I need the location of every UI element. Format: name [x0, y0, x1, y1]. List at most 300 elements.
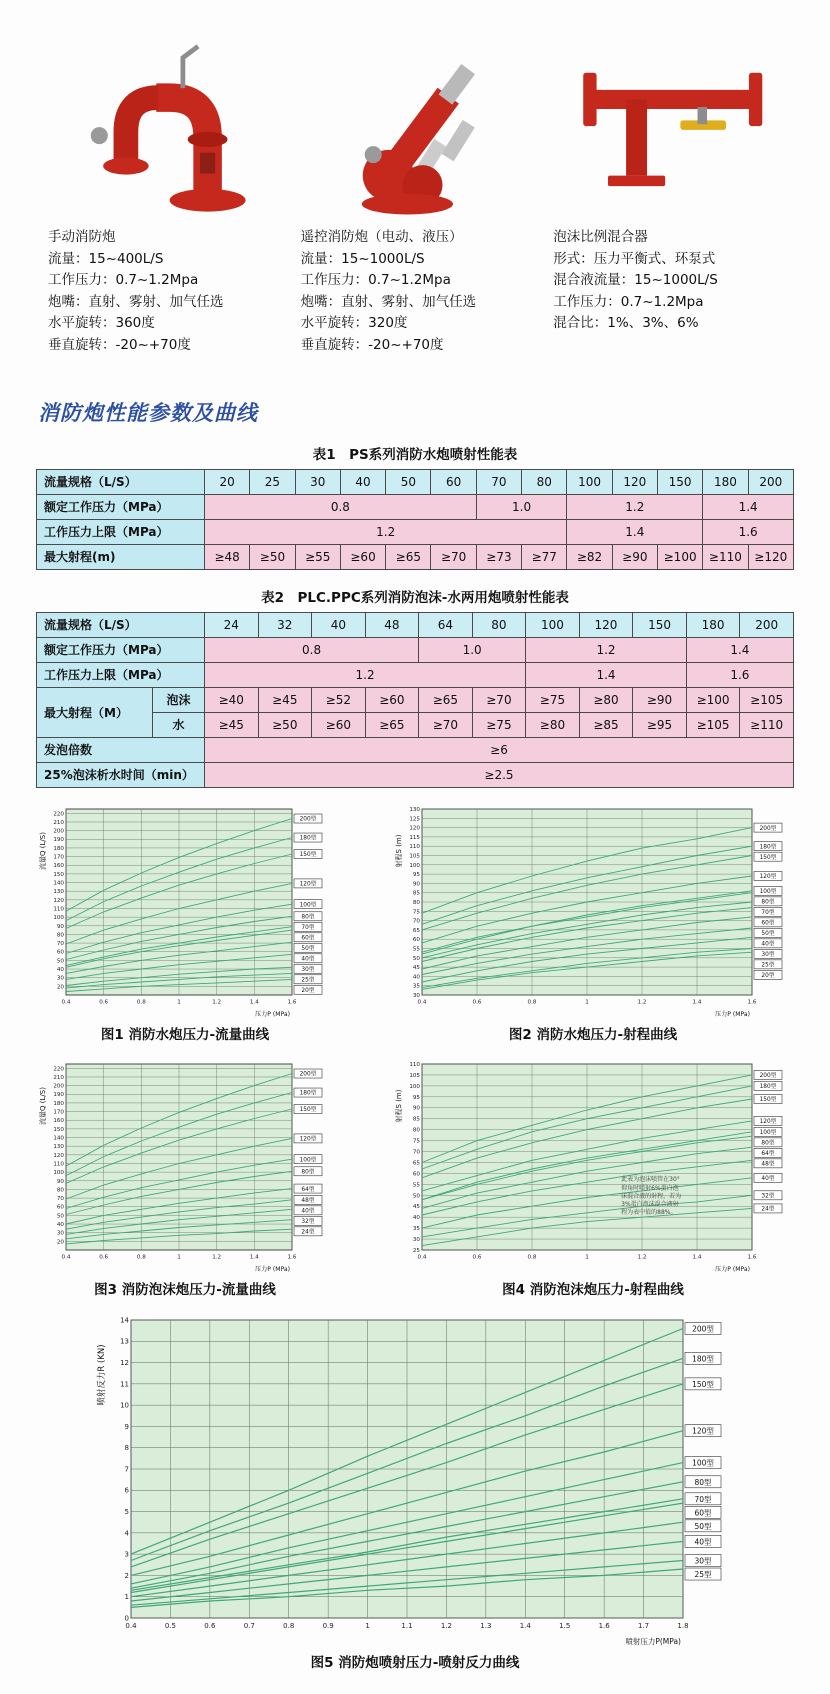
svg-text:1.6: 1.6 [287, 999, 297, 1006]
figure-2-chart [392, 802, 794, 1020]
svg-text:0.8: 0.8 [283, 1621, 295, 1630]
svg-text:55: 55 [412, 1181, 420, 1188]
svg-text:65: 65 [412, 927, 420, 934]
table-value-cell: 1.4 [686, 637, 793, 662]
svg-text:1.2: 1.2 [440, 1621, 452, 1630]
table-value-cell: 200 [748, 469, 793, 494]
svg-text:1.4: 1.4 [519, 1621, 531, 1630]
table-value-cell: 200 [740, 612, 794, 637]
table1-title: 表1 PS系列消防水炮喷射性能表 [312, 446, 518, 463]
svg-text:30: 30 [56, 975, 64, 982]
svg-text:120型: 120型 [299, 881, 317, 888]
svg-text:200型: 200型 [692, 1324, 714, 1334]
row-header-cell: 额定工作压力（MPa） [37, 637, 205, 662]
svg-text:200: 200 [53, 1083, 64, 1090]
svg-text:180型: 180型 [299, 835, 317, 842]
svg-text:24型: 24型 [301, 1229, 315, 1236]
svg-text:4: 4 [124, 1528, 129, 1537]
svg-text:30: 30 [56, 1230, 64, 1237]
figure-3-chart [36, 1057, 334, 1275]
row-subheader-cell: 水 [153, 712, 205, 737]
svg-text:110: 110 [409, 843, 420, 850]
svg-text:14: 14 [120, 1316, 129, 1325]
table-value-cell: ≥70 [472, 687, 526, 712]
table-value-cell: ≥2.5 [205, 762, 794, 787]
svg-text:150型: 150型 [299, 1106, 317, 1113]
svg-text:50型: 50型 [301, 945, 315, 952]
table-value-cell: ≥65 [419, 687, 473, 712]
svg-text:1.2: 1.2 [637, 999, 647, 1006]
table-value-cell: 70 [476, 469, 521, 494]
product-spec-line: 垂直旋转：-20~+70度 [300, 336, 444, 353]
svg-text:150型: 150型 [759, 1096, 777, 1103]
svg-text:130: 130 [409, 806, 420, 813]
svg-text:180型: 180型 [692, 1353, 714, 1363]
svg-text:压力P (MPa): 压力P (MPa) [255, 1010, 290, 1018]
svg-text:0.7: 0.7 [243, 1621, 255, 1630]
figure-3 [36, 1057, 334, 1298]
table-value-cell: 80 [522, 469, 567, 494]
svg-text:0.8: 0.8 [527, 999, 537, 1006]
svg-text:65: 65 [412, 1159, 420, 1166]
product-photo-manual-monitor [48, 26, 277, 221]
svg-text:30: 30 [412, 1236, 420, 1243]
svg-text:1: 1 [585, 999, 589, 1006]
product-specs [553, 249, 782, 335]
figure-1-caption: 图1 消防水炮压力-流量曲线 [100, 1026, 270, 1043]
svg-text:1.6: 1.6 [598, 1621, 610, 1630]
table-value-cell: ≥70 [431, 544, 476, 569]
svg-text:60: 60 [56, 949, 64, 956]
svg-text:120: 120 [53, 1152, 64, 1159]
svg-text:170: 170 [53, 1109, 64, 1116]
svg-text:95: 95 [412, 871, 420, 878]
table-value-cell: ≥6 [205, 737, 794, 762]
svg-text:60: 60 [56, 1204, 64, 1211]
table-value-cell: 30 [295, 469, 340, 494]
svg-text:160: 160 [53, 1117, 64, 1124]
figure-1 [36, 802, 334, 1043]
product-name: 手动消防炮 [48, 229, 116, 245]
svg-text:90: 90 [412, 1105, 420, 1112]
svg-text:25型: 25型 [761, 962, 775, 969]
svg-text:60: 60 [412, 936, 420, 943]
svg-text:80: 80 [56, 931, 64, 938]
table-value-cell: ≥52 [312, 687, 366, 712]
svg-text:70: 70 [56, 1195, 64, 1202]
svg-text:130: 130 [53, 888, 64, 895]
figure-3-canvas [36, 1057, 334, 1275]
table-value-cell: ≥45 [258, 687, 312, 712]
section-title: 消防炮性能参数及曲线 [38, 400, 258, 425]
svg-text:1.5: 1.5 [559, 1621, 571, 1630]
table-value-cell: 40 [340, 469, 385, 494]
svg-text:180型: 180型 [759, 843, 777, 850]
svg-text:40型: 40型 [301, 956, 315, 963]
table-value-cell: ≥105 [740, 687, 794, 712]
svg-text:190: 190 [53, 836, 64, 843]
table-value-cell: 1.6 [686, 662, 793, 687]
svg-text:1: 1 [365, 1621, 370, 1630]
svg-text:11: 11 [120, 1379, 129, 1388]
table-value-cell: ≥60 [312, 712, 366, 737]
svg-text:压力P (MPa): 压力P (MPa) [255, 1265, 290, 1273]
svg-text:50型: 50型 [694, 1521, 712, 1531]
product-spec-line: 工作压力：0.7~1.2Mpa [553, 293, 704, 310]
table-value-cell: ≥82 [567, 544, 612, 569]
svg-text:75: 75 [412, 1138, 420, 1145]
svg-text:20: 20 [56, 1238, 64, 1245]
product-spec-line: 形式：压力平衡式、环泵式 [553, 250, 716, 267]
svg-text:0.4: 0.4 [417, 999, 427, 1006]
svg-text:1.4: 1.4 [249, 1254, 259, 1261]
svg-text:105: 105 [409, 853, 420, 860]
svg-text:90: 90 [56, 923, 64, 930]
svg-text:1.6: 1.6 [747, 1254, 757, 1261]
table-value-cell: 100 [567, 469, 612, 494]
table-value-cell: 25 [250, 469, 295, 494]
product-spec-line: 工作压力：0.7~1.2Mpa [48, 272, 199, 289]
table-value-cell: 1.0 [476, 494, 567, 519]
figure-5-chart [95, 1310, 735, 1648]
svg-text:120: 120 [53, 897, 64, 904]
svg-text:60型: 60型 [761, 920, 775, 927]
products-section [36, 26, 794, 357]
svg-text:75: 75 [412, 908, 420, 915]
svg-text:70: 70 [412, 918, 420, 925]
svg-text:90: 90 [412, 880, 420, 887]
svg-text:8: 8 [124, 1443, 129, 1452]
product-spec-line: 水平旋转：320度 [300, 315, 408, 332]
svg-text:0.6: 0.6 [99, 1254, 109, 1261]
svg-text:110: 110 [53, 1161, 64, 1168]
row-header-cell: 25%泡沫析水时间（min） [37, 762, 205, 787]
svg-text:1.2: 1.2 [212, 1254, 222, 1261]
product-name: 遥控消防炮（电动、液压） [300, 229, 463, 245]
svg-text:220: 220 [53, 1065, 64, 1072]
table-value-cell: ≥80 [579, 687, 633, 712]
table-value-cell: 48 [365, 612, 419, 637]
svg-text:125: 125 [409, 815, 420, 822]
svg-text:80型: 80型 [761, 1140, 775, 1147]
charts-row-1 [36, 802, 794, 1043]
svg-text:1: 1 [177, 1254, 181, 1261]
figure-1-chart [36, 802, 334, 1020]
svg-text:100型: 100型 [759, 1129, 777, 1136]
svg-text:压力P (MPa): 压力P (MPa) [715, 1265, 750, 1273]
svg-text:1.8: 1.8 [677, 1621, 689, 1630]
svg-text:流量Q (L/S): 流量Q (L/S) [39, 1086, 47, 1125]
table-value-cell: 1.4 [526, 662, 687, 687]
svg-text:25: 25 [412, 1247, 420, 1254]
svg-text:30型: 30型 [301, 966, 315, 973]
svg-text:1: 1 [585, 1254, 589, 1261]
table-value-cell: ≥75 [526, 687, 580, 712]
svg-text:120型: 120型 [759, 1118, 777, 1125]
product-specs [48, 249, 277, 357]
svg-text:64型: 64型 [301, 1186, 315, 1193]
product-photo-foam-proportioner [553, 26, 782, 221]
svg-text:140: 140 [53, 1135, 64, 1142]
product-spec-line: 混合比：1%、3%、6% [553, 315, 699, 332]
figure-5-caption: 图5 消防炮喷射压力-喷射反力曲线 [310, 1654, 520, 1671]
row-header-cell: 最大射程(m) [37, 544, 205, 569]
svg-text:射程S (m): 射程S (m) [395, 1089, 403, 1123]
svg-text:70型: 70型 [761, 909, 775, 916]
svg-text:50: 50 [56, 1212, 64, 1219]
svg-text:24型: 24型 [761, 1206, 775, 1213]
svg-text:1.1: 1.1 [401, 1621, 413, 1630]
table-value-cell: 1.4 [567, 519, 703, 544]
svg-text:1.6: 1.6 [287, 1254, 297, 1261]
svg-text:0.6: 0.6 [472, 999, 482, 1006]
svg-text:95: 95 [412, 1094, 420, 1101]
manual-monitor-image [67, 36, 257, 221]
table-value-cell: 100 [526, 612, 580, 637]
svg-text:40: 40 [412, 973, 420, 980]
product-specs [301, 249, 530, 357]
svg-text:210: 210 [53, 1074, 64, 1081]
svg-text:180: 180 [53, 845, 64, 852]
svg-text:1: 1 [124, 1592, 129, 1601]
product-card-remote-monitor [289, 26, 542, 357]
row-header-cell: 流量规格（L/S） [37, 612, 205, 637]
svg-text:80型: 80型 [301, 1169, 315, 1176]
svg-text:100: 100 [53, 1169, 64, 1176]
table-value-cell: 180 [703, 469, 748, 494]
table-value-cell: 1.2 [205, 519, 567, 544]
svg-text:48型: 48型 [301, 1197, 315, 1204]
table-value-cell: ≥70 [419, 712, 473, 737]
charts-row-2 [36, 1057, 794, 1298]
svg-text:100型: 100型 [299, 1156, 317, 1163]
table-value-cell: ≥105 [686, 712, 740, 737]
svg-text:70: 70 [56, 940, 64, 947]
table-value-cell: 80 [472, 612, 526, 637]
svg-text:100: 100 [53, 914, 64, 921]
table-value-cell: 50 [386, 469, 431, 494]
table-value-cell: 24 [205, 612, 259, 637]
svg-text:110: 110 [409, 1061, 420, 1068]
svg-text:35: 35 [412, 983, 420, 990]
svg-text:80: 80 [412, 1127, 420, 1134]
svg-text:85: 85 [412, 1116, 420, 1123]
svg-text:100型: 100型 [759, 888, 777, 895]
svg-text:40: 40 [412, 1214, 420, 1221]
table-value-cell: 120 [612, 469, 657, 494]
svg-text:60: 60 [412, 1170, 420, 1177]
table-value-cell: ≥45 [205, 712, 259, 737]
svg-text:40: 40 [56, 966, 64, 973]
table-value-cell: ≥50 [258, 712, 312, 737]
svg-text:70型: 70型 [694, 1494, 712, 1504]
svg-text:80: 80 [412, 899, 420, 906]
svg-text:1.3: 1.3 [480, 1621, 492, 1630]
product-name: 泡沫比例混合器 [553, 229, 648, 245]
table1-ps-series [36, 469, 794, 570]
svg-text:60型: 60型 [694, 1507, 712, 1517]
table-value-cell: 0.8 [205, 494, 477, 519]
svg-text:0.6: 0.6 [472, 1254, 482, 1261]
table-value-cell: ≥90 [633, 687, 687, 712]
svg-text:90: 90 [56, 1178, 64, 1185]
product-card-foam-proportioner [541, 26, 794, 357]
svg-text:6: 6 [124, 1486, 129, 1495]
svg-text:1.6: 1.6 [747, 999, 757, 1006]
svg-text:25型: 25型 [694, 1569, 712, 1579]
table-value-cell: 1.2 [567, 494, 703, 519]
table-value-cell: 64 [419, 612, 473, 637]
svg-text:30型: 30型 [694, 1556, 712, 1566]
svg-text:20型: 20型 [301, 987, 315, 994]
svg-text:220: 220 [53, 810, 64, 817]
row-header-cell: 工作压力上限（MPa） [37, 519, 205, 544]
figure-4-caption: 图4 消防泡沫炮压力-射程曲线 [502, 1281, 684, 1298]
table-value-cell: ≥77 [522, 544, 567, 569]
svg-text:120型: 120型 [299, 1136, 317, 1143]
figure-4-chart [392, 1057, 794, 1275]
svg-text:2: 2 [124, 1571, 129, 1580]
table-value-cell: 32 [258, 612, 312, 637]
table-value-cell: 60 [431, 469, 476, 494]
table-value-cell: ≥75 [472, 712, 526, 737]
product-spec-line: 流量：15~1000L/S [300, 250, 425, 267]
svg-text:140: 140 [53, 880, 64, 887]
product-spec-line: 炮嘴：直射、雾射、加气任选 [48, 293, 224, 310]
svg-text:32型: 32型 [301, 1218, 315, 1225]
svg-text:1.2: 1.2 [212, 999, 222, 1006]
table-value-cell: ≥110 [703, 544, 748, 569]
table-value-cell: ≥90 [612, 544, 657, 569]
svg-text:200型: 200型 [759, 1072, 777, 1079]
table-value-cell: 180 [686, 612, 740, 637]
svg-text:150型: 150型 [692, 1379, 714, 1389]
svg-text:100: 100 [409, 862, 420, 869]
table-value-cell: ≥65 [365, 712, 419, 737]
svg-text:120型: 120型 [692, 1426, 714, 1436]
row-header-cell: 工作压力上限（MPa） [37, 662, 205, 687]
figure-2-canvas [392, 802, 794, 1020]
table-value-cell: ≥55 [295, 544, 340, 569]
svg-text:40型: 40型 [761, 941, 775, 948]
svg-text:150型: 150型 [299, 851, 317, 858]
svg-text:115: 115 [409, 834, 420, 841]
svg-text:20: 20 [56, 983, 64, 990]
table-value-cell: ≥40 [205, 687, 259, 712]
table-value-cell: ≥60 [340, 544, 385, 569]
svg-text:32型: 32型 [761, 1193, 775, 1200]
svg-text:3: 3 [124, 1550, 129, 1559]
product-spec-line: 流量：15~400L/S [48, 250, 164, 267]
figure-5-canvas [95, 1310, 735, 1648]
svg-text:200型: 200型 [299, 1071, 317, 1078]
svg-text:1.4: 1.4 [692, 1254, 702, 1261]
svg-text:170: 170 [53, 854, 64, 861]
svg-text:50: 50 [56, 957, 64, 964]
svg-text:150: 150 [53, 1126, 64, 1133]
table-value-cell: 1.4 [703, 494, 794, 519]
svg-text:1.2: 1.2 [637, 1254, 647, 1261]
svg-text:压力P (MPa): 压力P (MPa) [715, 1010, 750, 1018]
table-value-cell: ≥65 [386, 544, 431, 569]
product-spec-line: 垂直旋转：-20~+70度 [48, 336, 191, 353]
svg-text:40型: 40型 [761, 1175, 775, 1182]
row-header-cell: 额定工作压力（MPa） [37, 494, 205, 519]
svg-text:105: 105 [409, 1072, 420, 1079]
product-spec-line: 炮嘴：直射、雾射、加气任选 [300, 293, 477, 310]
foam-proportioner-image [568, 36, 768, 221]
svg-text:13: 13 [120, 1337, 129, 1346]
figure-2-caption: 图2 消防水炮压力-射程曲线 [508, 1026, 678, 1043]
svg-text:180型: 180型 [759, 1083, 777, 1090]
svg-text:80型: 80型 [761, 899, 775, 906]
table-value-cell: 120 [579, 612, 633, 637]
table-value-cell: ≥100 [686, 687, 740, 712]
figure-4-canvas [392, 1057, 794, 1275]
svg-text:喷射反力R (KN): 喷射反力R (KN) [97, 1343, 107, 1406]
svg-text:射程S (m): 射程S (m) [395, 834, 403, 868]
svg-text:1.7: 1.7 [638, 1621, 650, 1630]
svg-text:0.4: 0.4 [417, 1254, 427, 1261]
svg-text:40: 40 [56, 1221, 64, 1228]
svg-text:100: 100 [409, 1083, 420, 1090]
svg-text:0.6: 0.6 [204, 1621, 216, 1630]
svg-text:85: 85 [412, 890, 420, 897]
svg-text:200: 200 [53, 828, 64, 835]
svg-text:120型: 120型 [759, 873, 777, 880]
product-spec-line: 混合液流量：15~1000L/S [553, 272, 718, 289]
svg-text:20型: 20型 [761, 972, 775, 979]
figure-2 [392, 802, 794, 1043]
row-header-cell: 流量规格（L/S） [37, 469, 205, 494]
row-header-cell: 最大射程（M） [37, 687, 153, 737]
svg-text:0.4: 0.4 [61, 999, 71, 1006]
svg-text:100型: 100型 [692, 1458, 714, 1468]
svg-text:80型: 80型 [694, 1477, 712, 1487]
svg-text:130: 130 [53, 1143, 64, 1150]
table-value-cell: 1.6 [703, 519, 794, 544]
svg-text:100型: 100型 [299, 901, 317, 908]
figure-4 [392, 1057, 794, 1298]
svg-text:1.4: 1.4 [249, 999, 259, 1006]
svg-text:40型: 40型 [301, 1208, 315, 1215]
table-value-cell: 150 [633, 612, 687, 637]
svg-text:0.4: 0.4 [61, 1254, 71, 1261]
svg-text:70: 70 [412, 1149, 420, 1156]
table-value-cell: ≥85 [579, 712, 633, 737]
figure-1-canvas [36, 802, 334, 1020]
figure-5 [95, 1310, 735, 1671]
table-value-cell: 1.0 [419, 637, 526, 662]
svg-text:0.6: 0.6 [99, 999, 109, 1006]
product-card-manual-monitor [36, 26, 289, 357]
svg-text:流量Q (L/S): 流量Q (L/S) [39, 831, 47, 870]
svg-text:35: 35 [412, 1225, 420, 1232]
svg-text:1.4: 1.4 [692, 999, 702, 1006]
table-value-cell: ≥80 [526, 712, 580, 737]
table-value-cell: ≥60 [365, 687, 419, 712]
svg-text:0.8: 0.8 [136, 1254, 146, 1261]
table-value-cell: ≥95 [633, 712, 687, 737]
svg-text:200型: 200型 [299, 816, 317, 823]
svg-text:55: 55 [412, 946, 420, 953]
svg-text:1: 1 [177, 999, 181, 1006]
svg-text:120: 120 [409, 825, 420, 832]
svg-text:70型: 70型 [301, 924, 315, 931]
svg-text:50型: 50型 [761, 930, 775, 937]
charts-row-3 [36, 1310, 794, 1671]
row-subheader-cell: 泡沫 [153, 687, 205, 712]
